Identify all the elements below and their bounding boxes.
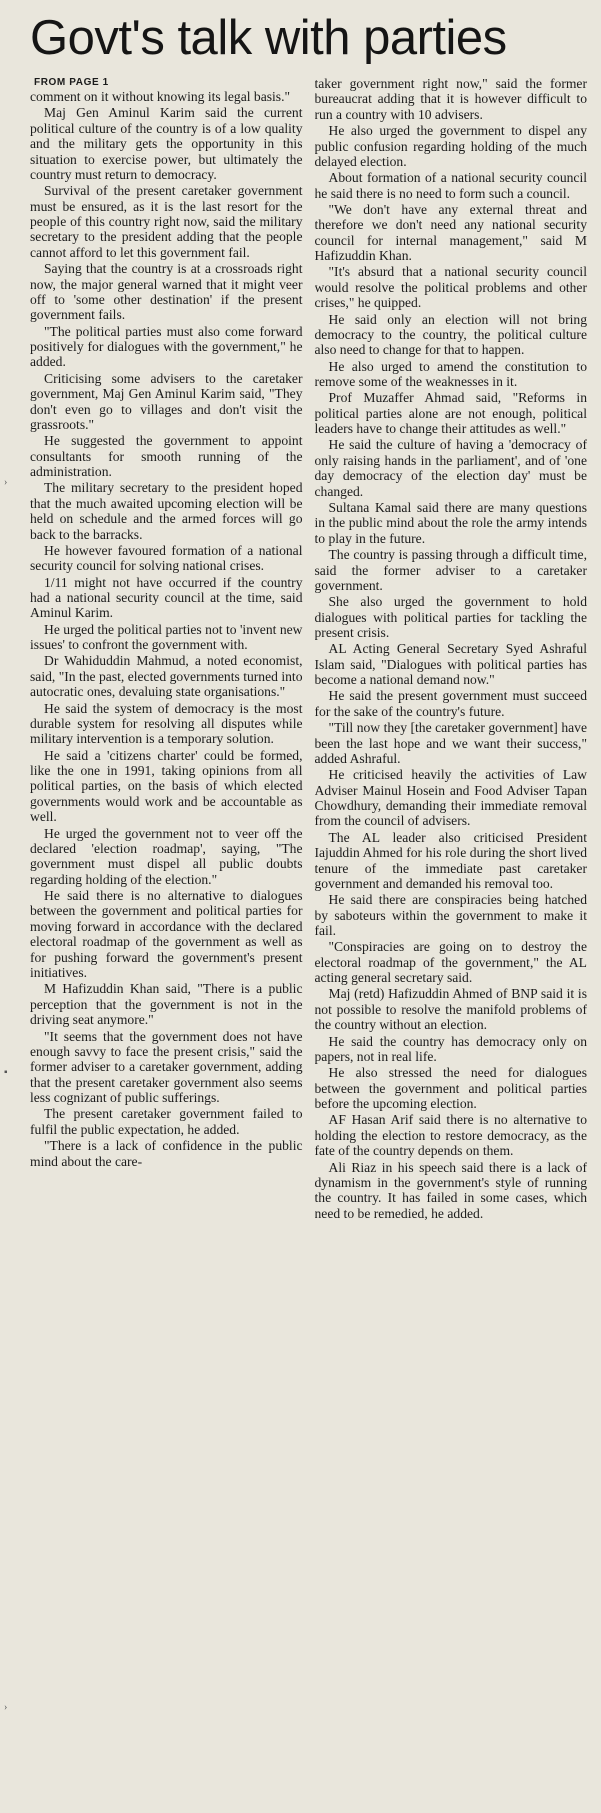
article-paragraph: He criticised heavily the activities of Law Adviser Mainul Hosein and Food Adviser Tapan Chowdhury, demanding their immediate removal from the council of advisers. (314, 767, 587, 829)
article-paragraph: He said a 'citizens charter' could be formed, like the one in 1991, taking opinions from all political parties, on the basis of which elected governments would work and be accountable as well. (30, 747, 303, 825)
article-paragraph: He suggested the government to appoint consultants for smooth running of the administration. (30, 433, 303, 480)
article-paragraph: Criticising some advisers to the caretaker government, Maj Gen Aminul Karim said, "They don't even go to villages and don't visit the grassroots." (30, 370, 303, 432)
article-paragraph: Survival of the present caretaker government must be ensured, as it is the last resort for the people of this country right now, said the military secretary to the president adding that the people cannot afford to let this government fail. (30, 183, 303, 260)
article-paragraph: Ali Riaz in his speech said there is a lack of dynamism in the government's style of running the country. It has failed in some cases, which need to be remedied, he added. (314, 1159, 587, 1221)
article-paragraph: AL Acting General Secretary Syed Ashraful Islam said, "Dialogues with political parties has become a national demand now." (314, 641, 587, 688)
article-paragraph: He urged the government not to veer off the declared 'election roadmap', saying, "The government must dispel all public doubts regarding holding of the election." (30, 825, 303, 887)
article-paragraph: Maj Gen Aminul Karim said the current political culture of the country is of a low quality and the military gets the opportunity in this situation to exercise power, but ultimately the country must return to democracy. (30, 105, 303, 182)
article-paragraph: She also urged the government to hold dialogues with political parties for tackling the present crisis. (314, 594, 587, 641)
article-paragraph: "Conspiracies are going on to destroy the electoral roadmap of the government," the AL acting general secretary said. (314, 939, 587, 986)
jump-line: FROM PAGE 1 (34, 77, 109, 88)
article-column-left (30, 76, 303, 1801)
article-paragraph: He said only an election will not bring democracy to the country, the political culture also need to change for that to happen. (314, 311, 587, 358)
article-paragraph: Maj (retd) Hafizuddin Ahmed of BNP said it is not possible to resolve the manifold problems of the country without an election. (314, 986, 587, 1033)
article-paragraph: AF Hasan Arif said there is no alternative to holding the election to restore democracy, as the fate of the country depends on them. (314, 1112, 587, 1159)
article-paragraph: The present caretaker government failed to fulfil the public expectation, he added. (30, 1106, 303, 1137)
article-paragraph: "Till now they [the caretaker government] have been the last hope and we want their success," added Ashraful. (314, 720, 587, 766)
article-column-right (315, 76, 588, 1801)
article-paragraph: The military secretary to the president hoped that the much awaited upcoming election will be held on schedule and the armed forces will go back to the barracks. (30, 480, 303, 542)
article-paragraph: The AL leader also criticised President Iajuddin Ahmed for his role during the short lived tenure of the immediate past caretaker government and demanded his removal too. (314, 829, 587, 891)
article-paragraph: Dr Wahiduddin Mahmud, a noted economist, said, "In the past, elected governments turned into autocratic ones, devaluing state organisations." (30, 653, 303, 700)
article-paragraph: comment on it without knowing its legal basis." (30, 89, 291, 104)
article-paragraph: Prof Muzaffer Ahmad said, "Reforms in political parties alone are not enough, political leaders have to change their attitudes as well." (314, 390, 587, 437)
article-paragraph: He said the culture of having a 'democracy of only raising hands in the parliament', and of 'one day democracy of the election day' must be changed. (314, 437, 587, 499)
article-paragraph: "The political parties must also come forward positively for dialogues with the government," he added. (30, 323, 303, 370)
article-paragraph: The country is passing through a difficult time, said the former adviser to a caretaker government. (314, 547, 587, 593)
article-paragraph: He however favoured formation of a national security council for solving national crises. (30, 542, 303, 574)
margin-mark: › (4, 477, 8, 488)
article-paragraph: He urged the political parties not to 'invent new issues' to confront the government with. (30, 621, 303, 653)
article-body (30, 76, 587, 1801)
article-paragraph: "There is a lack of confidence in the public mind about the care- (30, 1138, 303, 1169)
article-paragraph: He also urged the government to dispel any public confusion regarding holding of the much delayed election. (314, 123, 587, 169)
article-paragraph: He said the system of democracy is the most durable system for resolving all disputes while military intervention is a temporary solution. (30, 700, 303, 747)
article-paragraph: He also urged to amend the constitution to remove some of the weaknesses in it. (314, 358, 587, 390)
article-paragraph: "It's absurd that a national security council would resolve the political problems and other crises," he quipped. (314, 264, 587, 311)
article-paragraph: M Hafizuddin Khan said, "There is a public perception that the government is not in the driving seat anymore." (30, 981, 303, 1028)
article-paragraph: taker government right now," said the former bureaucrat adding that it is however difficult to run a country with 10 advisers. (314, 76, 587, 122)
margin-mark: ▪ (4, 1067, 8, 1078)
article-paragraph: Sultana Kamal said there are many questions in the public mind about the role the army intends to play in the future. (314, 499, 587, 546)
article-paragraph: "We don't have any external threat and therefore we don't need any national security council for internal management," said M Hafizuddin Khan. (314, 201, 587, 264)
article-paragraph: He also stressed the need for dialogues between the government and political parties before the upcoming election. (314, 1065, 587, 1112)
article-paragraph: He said there are conspiracies being hatched by saboteurs within the government to make it fail. (314, 892, 587, 939)
article-paragraph: He said the country has democracy only on papers, not in real life. (314, 1033, 587, 1064)
margin-mark: › (4, 1702, 8, 1713)
article-paragraph: About formation of a national security council he said there is no need to form such a council. (314, 170, 587, 201)
article-paragraph: "It seems that the government does not have enough savvy to face the present crisis," said the former adviser to a caretaker government, adding that the present caretaker government also seems less cognizant of public sufferings. (30, 1028, 303, 1106)
article-paragraph: He said there is no alternative to dialogues between the government and political parties for moving forward in accordance with the declared electoral roadmap of the government as well as for pushing forward the government's present initiatives. (30, 888, 303, 981)
article-paragraph: He said the present government must succeed for the sake of the country's future. (314, 688, 587, 719)
headline: Govt's talk with parties (30, 11, 507, 65)
article-paragraph: Saying that the country is at a crossroads right now, the major general warned that it might veer off to 'some other destination' if the present government fails. (30, 261, 303, 323)
article-paragraph: 1/11 might not have occurred if the country had a national security council at the time, said Aminul Karim. (30, 574, 303, 621)
